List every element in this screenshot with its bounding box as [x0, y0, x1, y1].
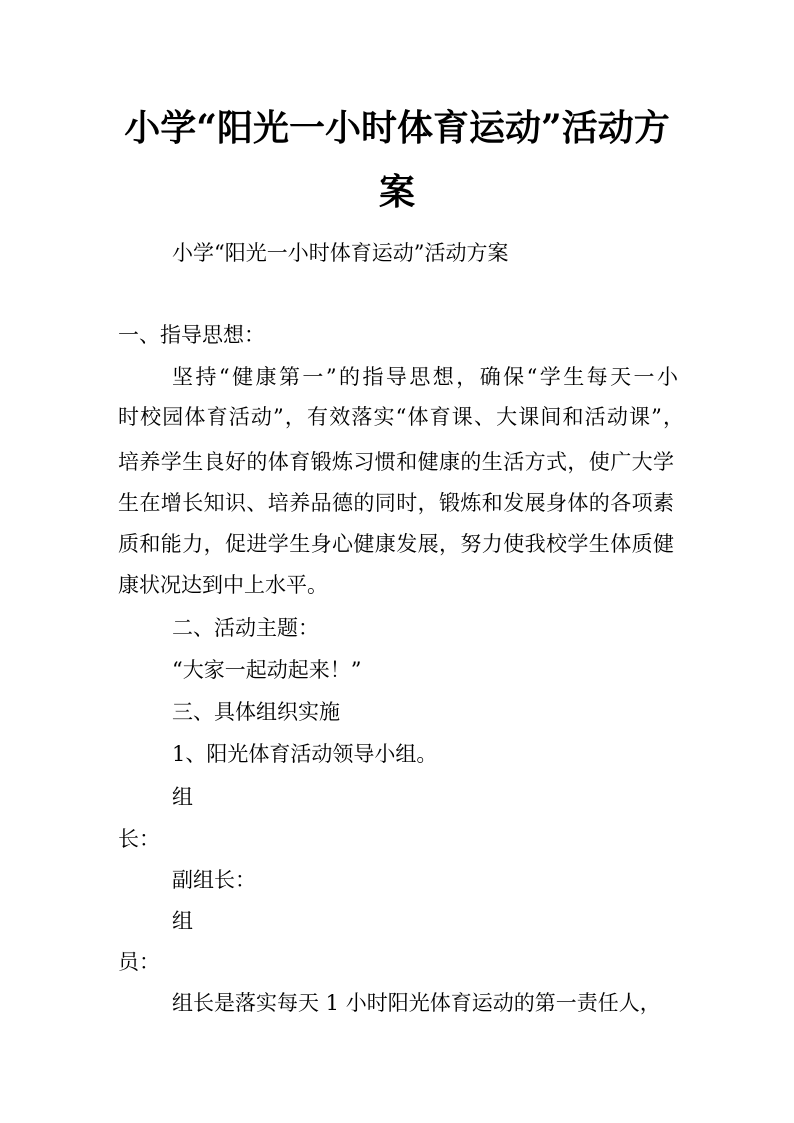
section-heading-guiding-ideology: 一、指导思想：: [118, 323, 265, 347]
paragraph-line: 组长是落实每天 1 小时阳光体育运动的第一责任人，: [172, 991, 661, 1015]
document-subtitle: 小学“阳光一小时体育运动”活动方案: [172, 241, 509, 265]
activity-theme-text: “大家一起动起来！”: [172, 658, 362, 682]
group-member-label-part-2: 员：: [118, 950, 160, 974]
paragraph-line: 时校园体育活动”，有效落实“体育课、大课间和活动课”，: [118, 405, 684, 429]
list-item-leadership-group: 1、阳光体育活动领导小组。: [172, 742, 438, 766]
section-heading-implementation: 三、具体组织实施: [172, 700, 340, 724]
paragraph-line: 坚持“健康第一”的指导思想，确保“学生每天一小: [172, 365, 678, 389]
paragraph-line: 生在增长知识、培养品德的同时，锻炼和发展身体的各项素: [118, 491, 674, 515]
paragraph-line: 培养学生良好的体育锻炼习惯和健康的生活方式，使广大学: [118, 450, 674, 474]
paragraph-line: 康状况达到中上水平。: [118, 573, 328, 597]
paragraph-line: 质和能力，促进学生身心健康发展，努力使我校学生体质健: [118, 532, 674, 556]
group-leader-label-part-2: 长：: [118, 827, 160, 851]
section-heading-activity-theme: 二、活动主题：: [172, 616, 319, 640]
deputy-leader-label: 副组长：: [172, 868, 256, 892]
group-leader-label-part-1: 组: [172, 785, 193, 809]
document-title-line-1: 小学“阳光一小时体育运动”活动方: [124, 107, 670, 149]
group-member-label-part-1: 组: [172, 909, 193, 933]
document-title-line-2: 案: [378, 171, 415, 213]
